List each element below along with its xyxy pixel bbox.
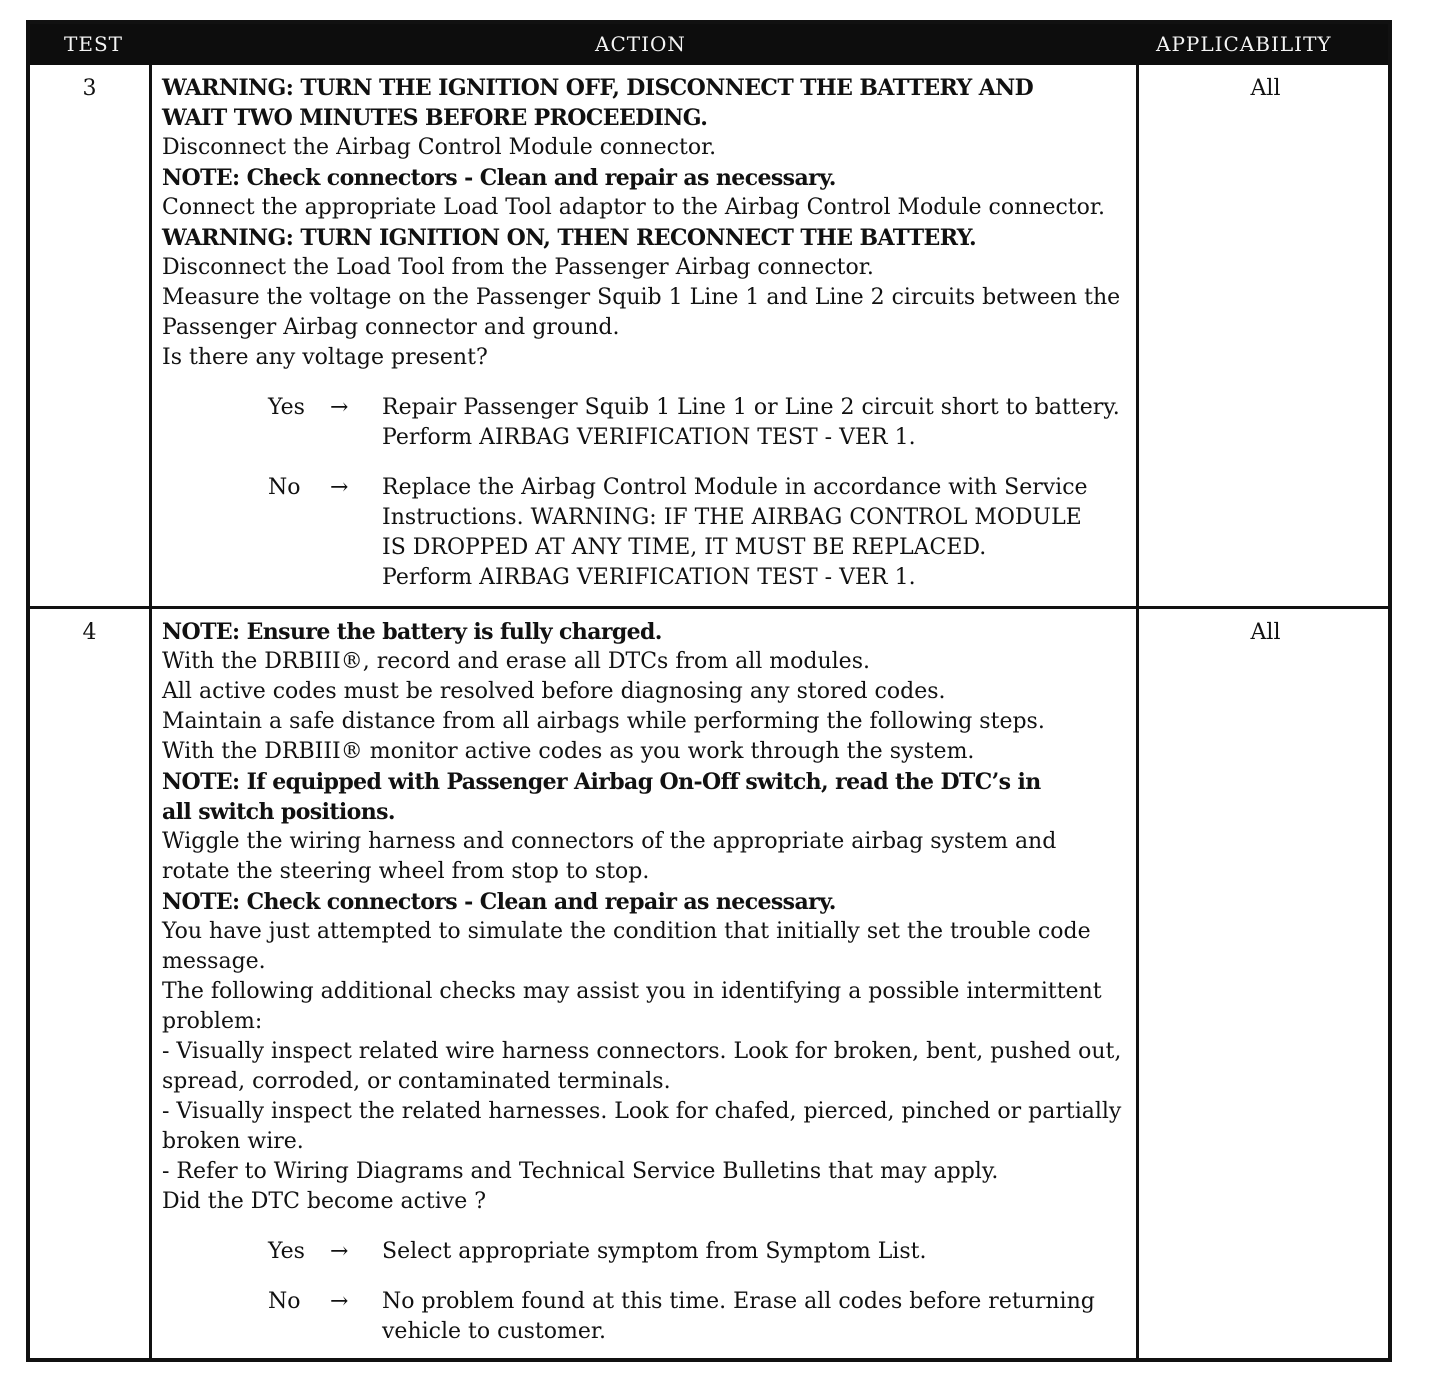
- note-line: NOTE: If equipped with Passenger Airbag On-Off switch, read the DTC’s in: [162, 769, 1041, 795]
- instruction-line: - Refer to Wiring Diagrams and Technical Service Bulletins that may apply.: [162, 1159, 999, 1184]
- instruction-line: You have just attempted to simulate the condition that initially set the trouble code: [162, 919, 1091, 944]
- result-line: No problem found at this time. Erase all codes before returning: [382, 1289, 1095, 1314]
- instruction-line: Did the DTC become active ?: [162, 1189, 487, 1214]
- note-line: NOTE: Check connectors - Clean and repair as necessary.: [162, 889, 836, 915]
- result-line: Perform AIRBAG VERIFICATION TEST - VER 1.: [382, 565, 916, 590]
- branch-label: Yes: [268, 1239, 305, 1264]
- branch-yes: [268, 1237, 1134, 1267]
- result-line: vehicle to customer.: [382, 1319, 606, 1344]
- result-line: Select appropriate symptom from Symptom List.: [382, 1239, 927, 1264]
- instruction-line: - Visually inspect related wire harness connectors. Look for broken, bent, pushed out,: [162, 1039, 1122, 1064]
- instruction-line: Connect the appropriate Load Tool adaptor to the Airbag Control Module connector.: [162, 195, 1105, 220]
- instruction-line: - Visually inspect the related harnesses. Look for chafed, pierced, pinched or partially: [162, 1099, 1122, 1124]
- instruction-line: Disconnect the Load Tool from the Passenger Airbag connector.: [162, 255, 874, 280]
- arrow-icon: →: [330, 1239, 349, 1264]
- result-line: Instructions. WARNING: IF THE AIRBAG CONTROL MODULE: [382, 505, 1082, 530]
- branch-yes: [268, 393, 1134, 453]
- action-cell-test-3: [162, 73, 1134, 593]
- note-line: NOTE: Check connectors - Clean and repair as necessary.: [162, 165, 836, 191]
- branch-result: [382, 1237, 1134, 1267]
- branch-no: [268, 473, 1134, 593]
- applicability-row-4: All: [1250, 620, 1281, 645]
- instruction-line: message.: [162, 949, 266, 974]
- instruction-line: With the DRBIII® monitor active codes as you work through the system.: [162, 739, 975, 764]
- branch-label: No: [268, 475, 301, 500]
- instruction-line: All active codes must be resolved before diagnosing any stored codes.: [162, 679, 946, 704]
- header-applicability: APPLICABILITY: [1156, 32, 1332, 56]
- instruction-line: problem:: [162, 1009, 263, 1034]
- column-divider-applicability: [1136, 65, 1139, 1358]
- action-cell-test-4: [162, 617, 1134, 1347]
- applicability-row-3: All: [1250, 76, 1281, 101]
- arrow-icon: →: [330, 395, 349, 420]
- instruction-line: Passenger Airbag connector and ground.: [162, 315, 620, 340]
- instruction-line: broken wire.: [162, 1129, 304, 1154]
- instruction-line: Maintain a safe distance from all airbags while performing the following steps.: [162, 709, 1045, 734]
- result-line: Repair Passenger Squib 1 Line 1 or Line 2 circuit short to battery.: [382, 395, 1120, 420]
- arrow-icon: →: [330, 475, 349, 500]
- result-line: Replace the Airbag Control Module in accordance with Service: [382, 475, 1088, 500]
- result-line: Perform AIRBAG VERIFICATION TEST - VER 1.: [382, 425, 916, 450]
- branch-label: Yes: [268, 395, 305, 420]
- instruction-line: Disconnect the Airbag Control Module connector.: [162, 135, 717, 160]
- note-line: all switch positions.: [162, 799, 395, 825]
- branch-label: No: [268, 1289, 301, 1314]
- note-line: NOTE: Ensure the battery is fully charged.: [162, 619, 662, 645]
- instruction-line: spread, corroded, or contaminated terminals.: [162, 1069, 671, 1094]
- branch-result: [382, 393, 1134, 453]
- instruction-line: With the DRBIII®, record and erase all DTCs from all modules.: [162, 649, 870, 674]
- test-number-4: 4: [82, 620, 97, 645]
- branch-no: [268, 1287, 1134, 1347]
- branch-result: [382, 473, 1134, 593]
- test-number-3: 3: [82, 76, 97, 101]
- header-test: TEST: [64, 32, 123, 56]
- note-line: WAIT TWO MINUTES BEFORE PROCEEDING.: [162, 105, 708, 131]
- column-divider-test: [149, 65, 152, 1358]
- note-line: WARNING: TURN IGNITION ON, THEN RECONNECT THE BATTERY.: [162, 225, 977, 251]
- instruction-line: rotate the steering wheel from stop to stop.: [162, 859, 650, 884]
- instruction-line: The following additional checks may assist you in identifying a possible intermittent: [162, 979, 1102, 1004]
- table-header: [30, 24, 1388, 65]
- row-divider: [30, 606, 1388, 609]
- instruction-line: Measure the voltage on the Passenger Squib 1 Line 1 and Line 2 circuits between the: [162, 285, 1121, 310]
- instruction-line: Wiggle the wiring harness and connectors of the appropriate airbag system and: [162, 829, 1057, 854]
- header-action: ACTION: [595, 32, 686, 56]
- diagnostic-table: [26, 20, 1392, 1362]
- instruction-line: Is there any voltage present?: [162, 345, 488, 370]
- arrow-icon: →: [330, 1289, 349, 1314]
- note-line: WARNING: TURN THE IGNITION OFF, DISCONNECT THE BATTERY AND: [162, 75, 1034, 101]
- branch-result: [382, 1287, 1134, 1347]
- result-line: IS DROPPED AT ANY TIME, IT MUST BE REPLACED.: [382, 535, 987, 560]
